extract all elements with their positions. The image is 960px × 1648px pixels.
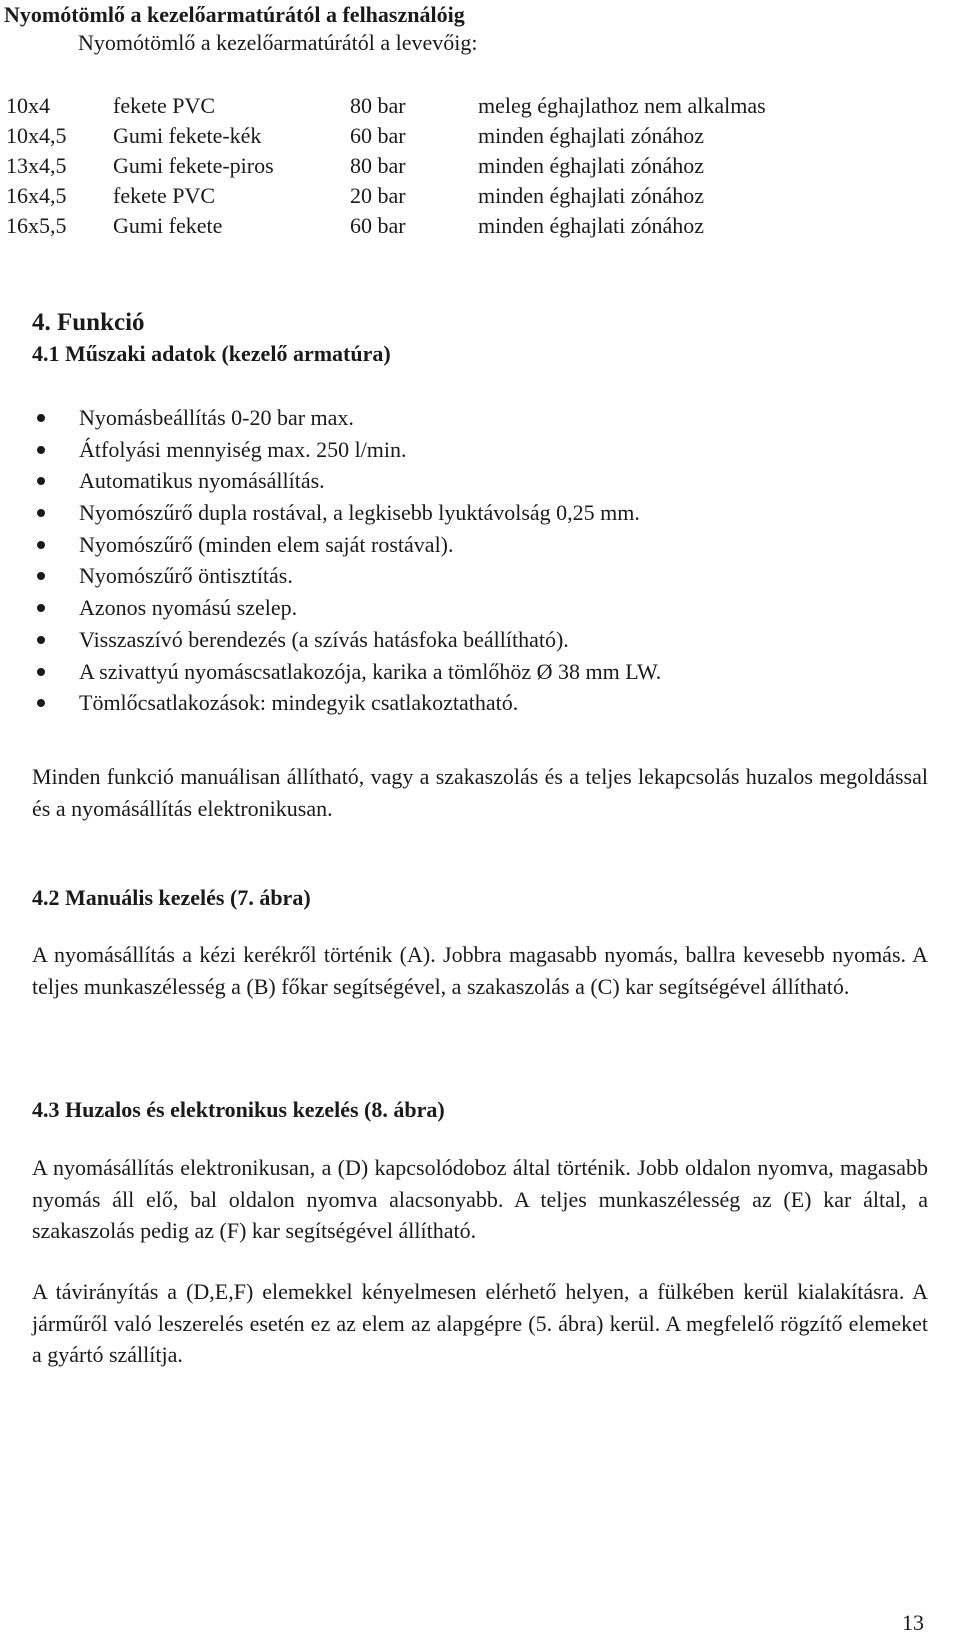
page-subheading: Nyomótömlő a kezelőarmatúrától a levevőig: xyxy=(78,30,478,55)
table-row xyxy=(6,151,766,181)
hose-table xyxy=(6,91,766,241)
hose-pressure: 80 bar xyxy=(350,93,406,118)
hose-climate: minden éghajlati zónához xyxy=(478,153,705,178)
hose-size: 13x4,5 xyxy=(6,153,67,178)
list-item: Nyomószűrő dupla rostával, a legkisebb lyuktávolság 0,25 mm. xyxy=(0,500,661,532)
page-heading: Nyomótömlő a kezelőarmatúrától a felhasználóig xyxy=(4,2,465,27)
list-item: Visszaszívó berendezés (a szívás hatásfoka beállítható). xyxy=(0,627,661,659)
hose-material: fekete PVC xyxy=(113,93,216,118)
table-row xyxy=(6,211,766,241)
table-row xyxy=(6,121,766,151)
list-item: Tömlőcsatlakozások: mindegyik csatlakoztatható. xyxy=(0,690,661,722)
hose-pressure: 60 bar xyxy=(350,213,406,238)
hose-pressure: 20 bar xyxy=(350,183,406,208)
paragraph-functions: Minden funkció manuálisan állítható, vagy a szakaszolás és a teljes lekapcsolás huzalos megoldással és a nyomásállítás elektronikusan. xyxy=(32,764,928,821)
table-row xyxy=(6,91,766,121)
hose-size: 10x4 xyxy=(6,93,50,118)
spec-bullet-list xyxy=(0,405,661,722)
list-item: Automatikus nyomásállítás. xyxy=(0,468,661,500)
hose-material: Gumi fekete xyxy=(113,213,223,238)
hose-size: 16x4,5 xyxy=(6,183,67,208)
list-item: Nyomószűrő öntisztítás. xyxy=(0,563,661,595)
hose-pressure: 80 bar xyxy=(350,153,406,178)
list-item: Nyomásbeállítás 0-20 bar max. xyxy=(0,405,661,437)
hose-size: 10x4,5 xyxy=(6,123,67,148)
hose-material: Gumi fekete-kék xyxy=(113,123,262,148)
hose-material: fekete PVC xyxy=(113,183,216,208)
table-row xyxy=(6,181,766,211)
subsection-heading-manual-control: 4.2 Manuális kezelés (7. ábra) xyxy=(32,885,311,910)
list-item: Nyomószűrő (minden elem saját rostával). xyxy=(0,532,661,564)
paragraph-electronic-control: A nyomásállítás elektronikusan, a (D) kapcsolódoboz által történik. Jobb oldalon nyomva, magasabb nyomás áll elő, bal oldalon nyomva alacsonyabb. A teljes munkaszélesség az (E) kar által, a szakaszolás pedig az (F) kar segítségével állítható. xyxy=(32,1155,928,1243)
subsection-heading-electronic-control: 4.3 Huzalos és elektronikus kezelés (8. ábra) xyxy=(32,1097,445,1122)
paragraph-remote-control: A távirányítás a (D,E,F) elemekkel kényelmesen elérhető helyen, a fülkében kerül kialakításra. A járműről való leszerelés esetén ez az elem az alapgépre (5. ábra) kerül. A megfelelő rögzítő elemeket a gyártó szállítja. xyxy=(32,1279,928,1367)
list-item: Átfolyási mennyiség max. 250 l/min. xyxy=(0,437,661,469)
list-item: Azonos nyomású szelep. xyxy=(0,595,661,627)
hose-climate: meleg éghajlathoz nem alkalmas xyxy=(478,93,766,118)
hose-climate: minden éghajlati zónához xyxy=(478,123,705,148)
hose-climate: minden éghajlati zónához xyxy=(478,213,705,238)
list-item: A szivattyú nyomáscsatlakozója, karika a tömlőhöz Ø 38 mm LW. xyxy=(0,659,661,691)
subsection-heading-technical-data: 4.1 Műszaki adatok (kezelő armatúra) xyxy=(32,341,391,366)
paragraph-manual-control: A nyomásállítás a kézi kerékről történik (A). Jobbra magasabb nyomás, ballra kevesebb nyomás. A teljes munkaszélesség a (B) főkar segítségével, a szakaszolás a (C) kar segítségével állítható. xyxy=(32,942,928,999)
hose-pressure: 60 bar xyxy=(350,123,406,148)
section-heading-funkcio: 4. Funkció xyxy=(32,309,145,336)
hose-climate: minden éghajlati zónához xyxy=(478,183,705,208)
hose-material: Gumi fekete-piros xyxy=(113,153,274,178)
hose-size: 16x5,5 xyxy=(6,213,67,238)
page-number: 13 xyxy=(902,1610,924,1635)
